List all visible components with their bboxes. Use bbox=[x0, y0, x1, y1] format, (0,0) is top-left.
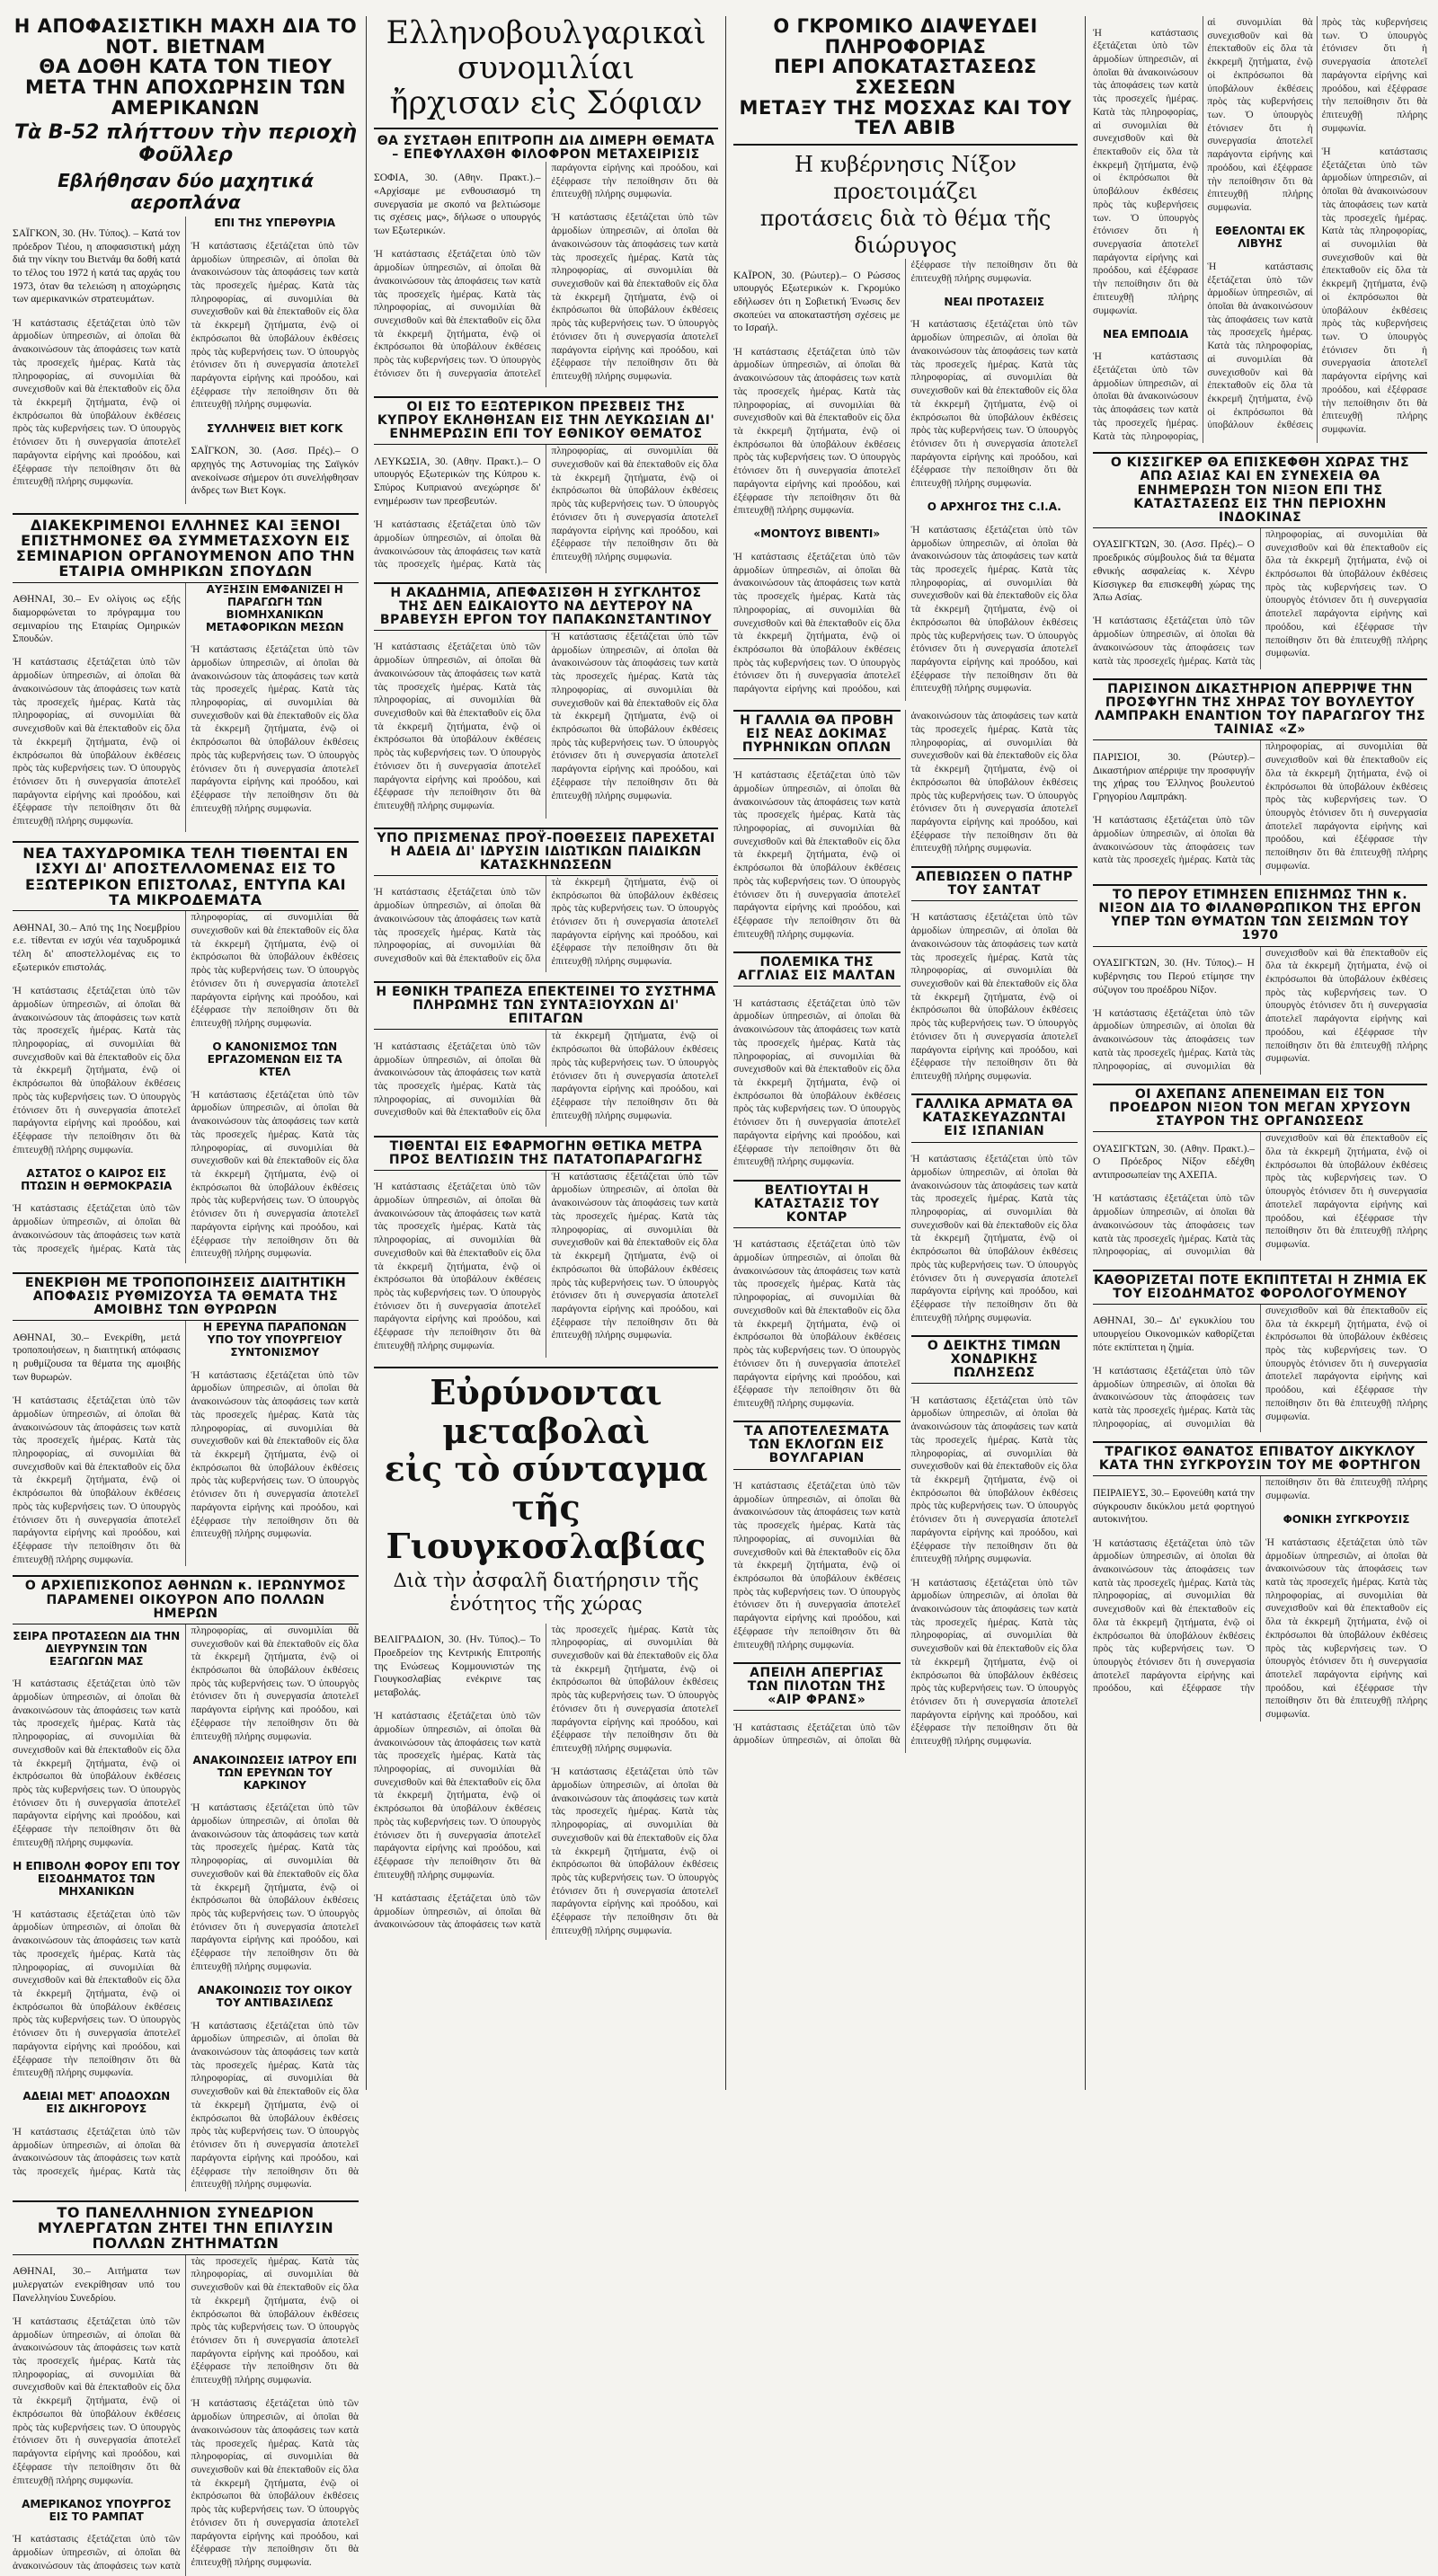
story-headline: Ο ΔΕΙΚΤΗΣ ΤΙΜΩΝ ΧΟΝΔΡΙΚΗΣ ΠΩΛΗΣΕΩΣ bbox=[911, 1335, 1078, 1384]
story-headline: ΤΑ ΑΠΟΤΕΛΕΣΜΑΤΑ ΤΩΝ ΕΚΛΟΓΩΝ ΕΙΣ ΒΟΥΛΓΑΡΙΑΝ bbox=[733, 1421, 901, 1469]
story-text: Ἡ κατάστασις ἐξετάζεται ὑπὸ τῶν ἁρμοδίων ὑπηρεσιῶν, αἱ ὁποῖαι θὰ ἀνακοινώσουν τὰς ἀποφάσεις των κατὰ τὰς προσεχεῖς ἡμέρας. Κατὰ τὰς πληροφορίας, αἱ συνομιλίαι θὰ συνεχισθοῦν καὶ θὰ ἐπεκταθοῦν εἰς ὅλα τὰ ἐκκρεμῆ ζητήματα, ἐνῷ οἱ ἐκπρόσωποι θὰ ὑποβάλουν ἐκθέσεις πρὸς τὰς κυβερνήσεις των. Ὁ ὑπουργὸς ἐτόνισεν ὅτι ἡ συνεργασία ἀποτελεῖ παράγοντα εἰρήνης καὶ προόδου, καὶ ἐξέφρασε τὴν πεποίθησιν ὅτι θὰ ἐπιτευχθῇ πλήρης συμφωνία. bbox=[1093, 1305, 1427, 1430]
story-text: Ἡ κατάστασις ἐξετάζεται ὑπὸ τῶν ἁρμοδίων ὑπηρεσιῶν, αἱ ὁποῖαι θὰ ἀνακοινώσουν τὰς ἀποφάσεις των κατὰ τὰς προσεχεῖς ἡμέρας. Κατὰ τὰς πληροφορίας, αἱ συνομιλίαι θὰ συνεχισθοῦν καὶ θὰ ἐπεκταθοῦν εἰς ὅλα τὰ ἐκκρεμῆ ζητήματα, ἐνῷ οἱ ἐκπρόσωποι θὰ ὑποβάλουν ἐκθέσεις πρὸς τὰς κυβερνήσεις των. Ὁ ὑπουργὸς ἐτόνισεν ὅτι ἡ συνεργασία ἀποτελεῖ παράγοντα εἰρήνης καὶ προόδου, καὶ ἐξέφρασε τὴν πεποίθησιν ὅτι θὰ ἐπιτευχθῇ πλήρης συμφωνία. bbox=[191, 1089, 359, 1260]
story-text: Ἡ κατάστασις ἐξετάζεται ὑπὸ τῶν ἁρμοδίων ὑπηρεσιῶν, αἱ ὁποῖαι θὰ ἀνακοινώσουν τὰς ἀποφάσεις των κατὰ τὰς προσεχεῖς ἡμέρας. Κατὰ τὰς πληροφορίας, αἱ συνομιλίαι θὰ συνεχισθοῦν καὶ θὰ ἐπεκταθοῦν εἰς ὅλα τὰ ἐκκρεμῆ ζητήματα, ἐνῷ οἱ ἐκπρόσωποι θὰ ὑποβάλουν ἐκθέσεις πρὸς τὰς κυβερνήσεις των. Ὁ ὑπουργὸς ἐτόνισεν ὅτι ἡ συνεργασία ἀποτελεῖ παράγοντα εἰρήνης καὶ προόδου, καὶ ἐξέφρασε τὴν πεποίθησιν ὅτι θὰ ἐπιτευχθῇ πλήρης συμφωνία. bbox=[1093, 1133, 1427, 1258]
story-dateline: ΑΘΗΝΑΙ, 30.– Ενεκρίθη, μετά τροποποιήσεων, η διαιτητική απόφασις η ρυθμίζουσα τα θέματα της αμοιβής των θυρωρών. bbox=[13, 1332, 181, 1383]
story-text: Ἡ κατάστασις ἐξετάζεται ὑπὸ τῶν ἁρμοδίων ὑπηρεσιῶν, αἱ ὁποῖαι θὰ ἀνακοινώσουν τὰς ἀποφάσεις των κατὰ τὰς προσεχεῖς ἡμέρας. Κατὰ τὰς πληροφορίας, αἱ συνομιλίαι θὰ συνεχισθοῦν καὶ θὰ ἐπεκταθοῦν εἰς ὅλα τὰ ἐκκρεμῆ ζητήματα, ἐνῷ οἱ ἐκπρόσωποι θὰ ὑποβάλουν ἐκθέσεις πρὸς τὰς κυβερνήσεις των. Ὁ ὑπουργὸς ἐτόνισεν ὅτι ἡ συνεργασία ἀποτελεῖ παράγοντα εἰρήνης καὶ προόδου, καὶ ἐξέφρασε τὴν πεποίθησιν ὅτι θὰ ἐπιτευχθῇ πλήρης συμφωνία. bbox=[13, 1678, 181, 1848]
story-subhead: ΑΥΞΗΣΙΝ ΕΜΦΑΝΙΖΕΙ Η ΠΑΡΑΓΩΓΗ ΤΩΝ ΒΙΟΜΗΧΑΝΙΚΩΝ ΜΕΤΑΦΟΡΙΚΩΝ ΜΕΣΩΝ bbox=[205, 582, 344, 633]
story-body bbox=[13, 1321, 359, 1566]
headline-line: Ο ΓΚΡΟΜΙΚΟ ΔΙΑΨΕΥΔΕΙ ΠΛΗΡΟΦΟΡΙΑΣ bbox=[773, 15, 1038, 58]
story-dateline: ΟΥΑΣΙΓΚΤΩΝ, 30. (Αθην. Πρακτ.).– Ο Πρόεδρος Νίξον εδέχθη αντιπροσωπείαν της ΑΧΕΠΑ. bbox=[1093, 1143, 1255, 1182]
story-headline: ΒΕΛΤΙΟΥΤΑΙ Η ΚΑΤΑΣΤΑΣΙΣ ΤΟΥ ΚΟΝΤΑΡ bbox=[733, 1180, 901, 1228]
story-headline: ΟΙ ΑΧΕΠΑΝΣ ΑΠΕΝΕΙΜΑΝ ΕΙΣ ΤΟΝ ΠΡΟΕΔΡΟΝ ΝΙΞΟΝ ΤΟΝ ΜΕΓΑΝ ΧΡΥΣΟΥΝ ΣΤΑΥΡΟΝ ΤΗΣ ΟΡΓΑΝΩΣΕΩΣ bbox=[1093, 1084, 1427, 1132]
story-subheadline: ΘΑ ΣΥΣΤΑΘΗ ΕΠΙΤΡΟΠΗ ΔΙΑ ΔΙΜΕΡΗ ΘΕΜΑΤΑ – ΕΠΕΦΥΛΑΧΘΗ ΦΙΛΟΦΡΟΝ ΜΕΤΑΧΕΙΡΙΣΙΣ bbox=[377, 133, 715, 162]
story-headline: ΥΠΟ ΠΡΙΣΜΕΝΑΣ ΠΡΟΫ-ΠΟΘΕΣΕΙΣ ΠΑΡΕΧΕΤΑΙ Η ΑΔΕΙΑ ΔΙ' ΙΔΡΥΣΙΝ ΙΔΙΩΤΙΚΩΝ ΠΑΙΔΙΚΩΝ ΚΑΤΑΣΚΗΝΩΣΕΩΝ bbox=[374, 828, 718, 876]
story-subhead: ΑΝΑΚΟΙΝΩΣΕΙΣ ΙΑΤΡΟΥ ΕΠΙ ΤΩΝ ΕΡΕΥΝΩΝ ΤΟΥ ΚΑΡΚΙΝΟΥ bbox=[192, 1753, 358, 1792]
story-headline: ΠΟΛΕΜΙΚΑ ΤΗΣ ΑΓΓΛΙΑΣ ΕΙΣ ΜΑΛΤΑΝ bbox=[733, 952, 901, 987]
story-headline: ΔΙΑΚΕΚΡΙΜΕΝΟΙ ΕΛΛΗΝΕΣ ΚΑΙ ΞΕΝΟΙ ΕΠΙΣΤΗΜΟΝΕΣ ΘΑ ΣΥΜΜΕΤΑΣΧΟΥΝ ΕΙΣ ΣΕΜΙΝΑΡΙΟΝ ΟΡΓΑΝΟΥΜΕΝΟΝ ΑΠΟ ΤΗΝ ΕΤΑΙΡΙΑ ΟΜΗΡΙΚΩΝ ΣΠΟΥΔΩΝ bbox=[13, 513, 359, 583]
story-text: Ἡ κατάστασις ἐξετάζεται ὑπὸ τῶν ἁρμοδίων ὑπηρεσιῶν, αἱ ὁποῖαι θὰ ἀνακοινώσουν τὰς ἀποφάσεις των κατὰ τὰς προσεχεῖς ἡμέρας. Κατὰ τὰς πληροφορίας, αἱ συνομιλίαι θὰ συνεχισθοῦν καὶ θὰ ἐπεκταθοῦν εἰς ὅλα τὰ ἐκκρεμῆ ζητήματα, ἐνῷ οἱ ἐκπρόσωποι θὰ ὑποβάλουν ἐκθέσεις πρὸς τὰς κυβερνήσεις των. Ὁ ὑπουργὸς ἐτόνισεν ὅτι ἡ συνεργασία ἀποτελεῖ παράγοντα εἰρήνης καὶ προόδου, καὶ ἐξέφρασε τὴν πεποίθησιν ὅτι θὰ ἐπιτευχθῇ πλήρης συμφωνία. bbox=[910, 1394, 1078, 1565]
story-subhead: ΝΕΑ ΕΜΠΟΔΙΑ bbox=[1103, 327, 1189, 341]
story-body bbox=[1093, 528, 1427, 669]
story-text: Ἡ κατάστασις ἐξετάζεται ὑπὸ τῶν ἁρμοδίων ὑπηρεσιῶν, αἱ ὁποῖαι θὰ ἀνακοινώσουν τὰς ἀποφάσεις των κατὰ τὰς προσεχεῖς ἡμέρας. Κατὰ τὰς πληροφορίας, αἱ συνομιλίαι θὰ συνεχισθοῦν καὶ θὰ ἐπεκταθοῦν εἰς ὅλα τὰ ἐκκρεμῆ ζητήματα, ἐνῷ οἱ ἐκπρόσωποι θὰ ὑποβάλουν ἐκθέσεις πρὸς τὰς κυβερνήσεις των. Ὁ ὑπουργὸς ἐτόνισεν ὅτι ἡ συνεργασία ἀποτελεῖ παράγοντα εἰρήνης καὶ προόδου, καὶ ἐξέφρασε τὴν πεποίθησιν ὅτι θὰ ἐπιτευχθῇ πλήρης συμφωνία. bbox=[733, 711, 1078, 1747]
story-text: Ἡ κατάστασις ἐξετάζεται ὑπὸ τῶν ἁρμοδίων ὑπηρεσιῶν, αἱ ὁποῖαι θὰ ἀνακοινώσουν τὰς ἀποφάσεις των κατὰ τὰς προσεχεῖς ἡμέρας. Κατὰ τὰς πληροφορίας, αἱ συνομιλίαι θὰ συνεχισθοῦν καὶ θὰ ἐπεκταθοῦν εἰς ὅλα τὰ ἐκκρεμῆ ζητήματα, ἐνῷ οἱ ἐκπρόσωποι θὰ ὑποβάλουν ἐκθέσεις πρὸς τὰς κυβερνήσεις των. Ὁ ὑπουργὸς ἐτόνισεν ὅτι ἡ συνεργασία ἀποτελεῖ παράγοντα εἰρήνης καὶ προόδου, καὶ ἐξέφρασε τὴν πεποίθησιν ὅτι θὰ ἐπιτευχθῇ πλήρης συμφωνία. bbox=[733, 997, 901, 1168]
story-body bbox=[374, 445, 718, 572]
story-dateline: ΑΘΗΝΑΙ, 30.– Αιτήματα των μυλεργατών ενεκρίθησαν υπό του Πανελληνίου Συνεδρίου. bbox=[13, 2266, 181, 2304]
column-4 bbox=[1093, 16, 1427, 2090]
story-subhead: Ο ΑΡΧΗΓΟΣ ΤΗΣ C.I.A. bbox=[927, 500, 1061, 514]
story-subhead: Ο ΚΑΝΟΝΙΣΜΟΣ ΤΩΝ ΕΡΓΑΖΟΜΕΝΩΝ ΕΙΣ ΤΑ ΚΤΕΛ bbox=[207, 1040, 342, 1079]
headline-line: Εὐρύνονται μεταβολαὶ bbox=[430, 1372, 662, 1451]
lead-headline bbox=[13, 16, 359, 118]
story-text: Ἡ κατάστασις ἐξετάζεται ὑπὸ τῶν ἁρμοδίων ὑπηρεσιῶν, αἱ ὁποῖαι θὰ ἀνακοινώσουν τὰς ἀποφάσεις των κατὰ τὰς προσεχεῖς ἡμέρας. Κατὰ τὰς πληροφορίας, αἱ συνομιλίαι θὰ συνεχισθοῦν καὶ θὰ ἐπεκταθοῦν εἰς ὅλα τὰ ἐκκρεμῆ ζητήματα, ἐνῷ οἱ ἐκπρόσωποι θὰ ὑποβάλουν ἐκθέσεις πρὸς τὰς κυβερνήσεις των. Ὁ ὑπουργὸς ἐτόνισεν ὅτι ἡ συνεργασία ἀποτελεῖ παράγοντα εἰρήνης καὶ προόδου, καὶ ἐξέφρασε τὴν πεποίθησιν ὅτι θὰ ἐπιτευχθῇ πλήρης συμφωνία. bbox=[13, 986, 181, 1155]
story-text: Ἡ κατάστασις ἐξετάζεται ὑπὸ τῶν ἁρμοδίων ὑπηρεσιῶν, αἱ ὁποῖαι θὰ ἀνακοινώσουν τὰς ἀποφάσεις των κατὰ τὰς προσεχεῖς ἡμέρας. Κατὰ τὰς πληροφορίας, αἱ συνομιλίαι θὰ συνεχισθοῦν καὶ θὰ ἐπεκταθοῦν εἰς ὅλα τὰ ἐκκρεμῆ ζητήματα, ἐνῷ οἱ ἐκπρόσωποι θὰ ὑποβάλουν ἐκθέσεις πρὸς τὰς κυβερνήσεις των. Ὁ ὑπουργὸς ἐτόνισεν ὅτι ἡ συνεργασία ἀποτελεῖ παράγοντα εἰρήνης καὶ προόδου, καὶ ἐξέφρασε τὴν πεποίθησιν ὅτι θὰ ἐπιτευχθῇ πλήρης συμφωνία. bbox=[191, 2398, 359, 2569]
story-body bbox=[1093, 947, 1427, 1075]
story-body bbox=[374, 1624, 718, 1941]
lead-subdeck: Εβλήθησαν δύο μαχητικά αεροπλάνα bbox=[58, 170, 314, 214]
story-body bbox=[13, 583, 359, 833]
story-text: Ἡ κατάστασις ἐξετάζεται ὑπὸ τῶν ἁρμοδίων ὑπηρεσιῶν, αἱ ὁποῖαι θὰ ἀνακοινώσουν τὰς ἀποφάσεις των κατὰ τὰς προσεχεῖς ἡμέρας. Κατὰ τὰς πληροφορίας, αἱ συνομιλίαι θὰ συνεχισθοῦν καὶ θὰ ἐπεκταθοῦν εἰς ὅλα τὰ ἐκκρεμῆ ζητήματα, ἐνῷ οἱ ἐκπρόσωποι θὰ ὑποβάλουν ἐκθέσεις πρὸς τὰς κυβερνήσεις των. Ὁ ὑπουργὸς ἐτόνισεν ὅτι ἡ συνεργασία ἀποτελεῖ παράγοντα εἰρήνης καὶ προόδου, καὶ ἐξέφρασε τὴν πεποίθησιν ὅτι θὰ ἐπιτευχθῇ πλήρης συμφωνία. bbox=[374, 1624, 718, 1931]
story-headline: Η ΕΘΝΙΚΗ ΤΡΑΠΕΖΑ ΕΠΕΚΤΕΙΝΕΙ ΤΟ ΣΥΣΤΗΜΑ ΠΛΗΡΩΜΗΣ ΤΩΝ ΣΥΝΤΑΞΙΟΥΧΩΝ ΔΙ' ΕΠΙΤΑΓΩΝ bbox=[374, 981, 718, 1030]
story-text: Ἡ κατάστασις ἐξετάζεται ὑπὸ τῶν ἁρμοδίων ὑπηρεσιῶν, αἱ ὁποῖαι θὰ ἀνακοινώσουν τὰς ἀποφάσεις των κατὰ τὰς προσεχεῖς ἡμέρας. Κατὰ τὰς πληροφορίας, αἱ συνομιλίαι θὰ συνεχισθοῦν καὶ θὰ ἐπεκταθοῦν εἰς ὅλα τὰ ἐκκρεμῆ ζητήματα, ἐνῷ οἱ ἐκπρόσωποι θὰ ὑποβάλουν ἐκθέσεις πρὸς τὰς κυβερνήσεις των. Ὁ ὑπουργὸς ἐτόνισεν ὅτι ἡ συνεργασία ἀποτελεῖ παράγοντα εἰρήνης καὶ προόδου, καὶ ἐξέφρασε τὴν πεποίθησιν ὅτι θὰ ἐπιτευχθῇ πλήρης συμφωνία. bbox=[374, 446, 718, 571]
story-body bbox=[374, 1030, 718, 1126]
story-headline: ΑΠΕΙΛΗ ΑΠΕΡΓΙΑΣ ΤΩΝ ΠΙΛΟΤΩΝ ΤΗΣ «ΑΙΡ ΦΡΑΝΣ» bbox=[733, 1662, 901, 1711]
story-text: Ἡ κατάστασις ἐξετάζεται ὑπὸ τῶν ἁρμοδίων ὑπηρεσιῶν, αἱ ὁποῖαι θὰ ἀνακοινώσουν τὰς ἀποφάσεις των κατὰ τὰς προσεχεῖς ἡμέρας. Κατὰ τὰς πληροφορίας, αἱ συνομιλίαι θὰ συνεχισθοῦν καὶ θὰ ἐπεκταθοῦν εἰς ὅλα τὰ ἐκκρεμῆ ζητήματα, ἐνῷ οἱ ἐκπρόσωποι θὰ ὑποβάλουν ἐκθέσεις πρὸς τὰς κυβερνήσεις των. Ὁ ὑπουργὸς ἐτόνισεν ὅτι ἡ συνεργασία ἀποτελεῖ παράγοντα εἰρήνης καὶ προόδου, καὶ ἐξέφρασε τὴν πεποίθησιν ὅτι θὰ ἐπιτευχθῇ πλήρης συμφωνία. bbox=[1093, 528, 1427, 667]
story-text: Ἡ κατάστασις ἐξετάζεται ὑπὸ τῶν ἁρμοδίων ὑπηρεσιῶν, αἱ ὁποῖαι θὰ ἀνακοινώσουν τὰς ἀποφάσεις των κατὰ τὰς προσεχεῖς ἡμέρας. Κατὰ τὰς πληροφορίας, αἱ συνομιλίαι θὰ συνεχισθοῦν καὶ θὰ ἐπεκταθοῦν εἰς ὅλα τὰ ἐκκρεμῆ ζητήματα, ἐνῷ οἱ ἐκπρόσωποι θὰ ὑποβάλουν ἐκθέσεις πρὸς τὰς κυβερνήσεις των. Ὁ ὑπουργὸς ἐτόνισεν ὅτι ἡ συνεργασία ἀποτελεῖ παράγοντα εἰρήνης καὶ προόδου, καὶ ἐξέφρασε τὴν πεποίθησιν ὅτι θὰ ἐπιτευχθῇ πλήρης συμφωνία. bbox=[13, 1908, 181, 2079]
story-text: Ἡ κατάστασις ἐξετάζεται ὑπὸ τῶν ἁρμοδίων ὑπηρεσιῶν, αἱ ὁποῖαι θὰ ἀνακοινώσουν τὰς ἀποφάσεις των κατὰ τὰς προσεχεῖς ἡμέρας. Κατὰ τὰς πληροφορίας, αἱ συνομιλίαι θὰ συνεχισθοῦν καὶ θὰ ἐπεκταθοῦν εἰς ὅλα τὰ ἐκκρεμῆ ζητήματα, ἐνῷ οἱ ἐκπρόσωποι θὰ ὑποβάλουν ἐκθέσεις πρὸς τὰς κυβερνήσεις των. Ὁ ὑπουργὸς ἐτόνισεν ὅτι ἡ συνεργασία ἀποτελεῖ παράγοντα εἰρήνης καὶ προόδου, καὶ ἐξέφρασε τὴν πεποίθησιν ὅτι θὰ ἐπιτευχθῇ πλήρης συμφωνία. bbox=[374, 162, 718, 379]
story-text: Ἡ κατάστασις ἐξετάζεται ὑπὸ τῶν ἁρμοδίων ὑπηρεσιῶν, αἱ ὁποῖαι θὰ ἀνακοινώσουν τὰς ἀποφάσεις των κατὰ τὰς προσεχεῖς ἡμέρας. Κατὰ τὰς πληροφορίας, αἱ συνομιλίαι θὰ συνεχισθοῦν καὶ θὰ ἐπεκταθοῦν εἰς ὅλα τὰ ἐκκρεμῆ ζητήματα, ἐνῷ οἱ ἐκπρόσωποι θὰ ὑποβάλουν ἐκθέσεις πρὸς τὰς κυβερνήσεις των. Ὁ ὑπουργὸς ἐτόνισεν ὅτι ἡ συνεργασία ἀποτελεῖ παράγοντα εἰρήνης καὶ προόδου, καὶ ἐξέφρασε τὴν πεποίθησιν ὅτι θὰ ἐπιτευχθῇ πλήρης συμφωνία. bbox=[1093, 1477, 1427, 1695]
headline-line: τῆς Γιουγκοσλαβίας bbox=[386, 1486, 706, 1566]
story-body bbox=[13, 2255, 359, 2576]
lead-deck: Τὰ Β-52 πλήττουν τὴν περιοχὴ Φοῦλλερ bbox=[14, 121, 357, 167]
story-text: Ἡ κατάστασις ἐξετάζεται ὑπὸ τῶν ἁρμοδίων ὑπηρεσιῶν, αἱ ὁποῖαι θὰ ἀνακοινώσουν τὰς ἀποφάσεις των κατὰ τὰς προσεχεῖς ἡμέρας. Κατὰ τὰς πληροφορίας, αἱ συνομιλίαι θὰ συνεχισθοῦν καὶ θὰ ἐπεκταθοῦν εἰς ὅλα τὰ ἐκκρεμῆ ζητήματα, ἐνῷ οἱ ἐκπρόσωποι θὰ ὑποβάλουν ἐκθέσεις πρὸς τὰς κυβερνήσεις των. Ὁ ὑπουργὸς ἐτόνισεν ὅτι ἡ συνεργασία ἀποτελεῖ παράγοντα εἰρήνης καὶ προόδου, καὶ ἐξέφρασε τὴν πεποίθησιν ὅτι θὰ ἐπιτευχθῇ πλήρης συμφωνία. bbox=[551, 631, 718, 801]
story-headline: Η ΑΚΑΔΗΜΙΑ, ΑΠΕΦΑΣΙΣΘΗ Η ΣΥΓΚΛΗΤΟΣ ΤΗΣ ΔΕΝ ΕΔΙΚΑΙΟΥΤΟ ΝΑ ΔΕΥΤΕΡΟΥ ΝΑ ΒΡΑΒΕΥΣΗ ΕΡΓΟΝ ΤΟΥ ΠΑΠΑΚΩΝΣΤΑΝΤΙΝΟΥ bbox=[374, 582, 718, 631]
story-subhead: «ΜΟΝΤΟΥΣ ΒΙΒΕΝΤΙ» bbox=[753, 527, 881, 541]
story-dateline: ΑΘΗΝΑΙ, 30.– Από της 1ης Νοεμβρίου ε.ε. τίθενται εν ισχύι νέα ταχυδρομικά τέλη δι' αποστελλομένας εις το εξωτερικόν επιστολάς. bbox=[13, 922, 181, 973]
story-text: Ἡ κατάστασις ἐξετάζεται ὑπὸ τῶν ἁρμοδίων ὑπηρεσιῶν, αἱ ὁποῖαι θὰ ἀνακοινώσουν τὰς ἀποφάσεις των κατὰ τὰς προσεχεῖς ἡμέρας. Κατὰ τὰς πληροφορίας, αἱ συνομιλίαι θὰ συνεχισθοῦν καὶ θὰ ἐπεκταθοῦν εἰς ὅλα τὰ ἐκκρεμῆ ζητήματα, ἐνῷ οἱ ἐκπρόσωποι θὰ ὑποβάλουν ἐκθέσεις πρὸς τὰς κυβερνήσεις των. Ὁ ὑπουργὸς ἐτόνισεν ὅτι ἡ συνεργασία ἀποτελεῖ παράγοντα εἰρήνης καὶ προόδου, καὶ ἐξέφρασε τὴν πεποίθησιν ὅτι θὰ ἐπιτευχθῇ πλήρης συμφωνία. bbox=[733, 260, 1078, 695]
story-headline: ΤΟ ΠΕΡΟΥ ΕΤΙΜΗΣΕΝ ΕΠΙΣΗΜΩΣ ΤΗΝ κ. ΝΙΞΟΝ ΔΙΑ ΤΟ ΦΙΛΑΝΘΡΩΠΙΚΟΝ ΤΗΣ ΕΡΓΟΝ ΥΠΕΡ ΤΩΝ ΘΥΜΑΤΩΝ ΤΩΝ ΣΕΙΣΜΩΝ ΤΟΥ 1970 bbox=[1093, 884, 1427, 946]
story-text: Ἡ κατάστασις ἐξετάζεται ὑπὸ τῶν ἁρμοδίων ὑπηρεσιῶν, αἱ ὁποῖαι θὰ ἀνακοινώσουν τὰς ἀποφάσεις των κατὰ τὰς προσεχεῖς ἡμέρας. Κατὰ τὰς πληροφορίας, αἱ συνομιλίαι θὰ συνεχισθοῦν καὶ θὰ ἐπεκταθοῦν εἰς ὅλα τὰ ἐκκρεμῆ ζητήματα, ἐνῷ οἱ ἐκπρόσωποι θὰ ὑποβάλουν ἐκθέσεις πρὸς τὰς κυβερνήσεις των. Ὁ ὑπουργὸς ἐτόνισεν ὅτι ἡ συνεργασία ἀποτελεῖ παράγοντα εἰρήνης καὶ προόδου, καὶ ἐξέφρασε τὴν πεποίθησιν ὅτι θὰ ἐπιτευχθῇ πλήρης συμφωνία. bbox=[13, 2255, 359, 2572]
deck-line: προτάσεις διὰ τὸ θέμα τῆς διώρυγος bbox=[759, 206, 1052, 259]
lead-body-2: Ἡ κατάστασις ἐξετάζεται ὑπὸ τῶν ἁρμοδίων ὑπηρεσιῶν, αἱ ὁποῖαι θὰ ἀνακοινώσουν τὰς ἀποφάσεις των κατὰ τὰς προσεχεῖς ἡμέρας. Κατὰ τὰς πληροφορίας, αἱ συνομιλίαι θὰ συνεχισθοῦν καὶ θὰ ἐπεκταθοῦν εἰς ὅλα τὰ ἐκκρεμῆ ζητήματα, ἐνῷ οἱ ἐκπρόσωποι θὰ ὑποβάλουν ἐκθέσεις πρὸς τὰς κυβερνήσεις των. Ὁ ὑπουργὸς ἐτόνισεν ὅτι ἡ συνεργασία ἀποτελεῖ παράγοντα εἰρήνης καὶ προόδου, καὶ ἐξέφρασε τὴν πεποίθησιν ὅτι θὰ ἐπιτευχθῇ πλήρης συμφωνία. bbox=[191, 240, 359, 411]
story-headline: Η ΓΑΛΛΙΑ ΘΑ ΠΡΟΒΗ ΕΙΣ ΝΕΑΣ ΔΟΚΙΜΑΣ ΠΥΡΗΝΙΚΩΝ ΟΠΛΩΝ bbox=[733, 710, 901, 758]
story-subhead: ΑΜΕΡΙΚΑΝΟΣ ΥΠΟΥΡΓΟΣ ΕΙΣ ΤΟ ΡΑΜΠΑΤ bbox=[22, 2497, 172, 2523]
story-subhead: Η ΕΡΕΥΝΑ ΠΑΡΑΠΟΝΩΝ ΥΠΟ ΤΟΥ ΥΠΟΥΡΓΕΙΟΥ ΣΥΝΤΟΝΙΣΜΟΥ bbox=[202, 1321, 347, 1359]
story-headline: ΕΝΕΚΡΙΘΗ ΜΕ ΤΡΟΠΟΠΟΙΗΣΕΙΣ ΔΙΑΙΤΗΤΙΚΗ ΑΠΟΦΑΣΙΣ ΡΥΘΜΙΖΟΥΣΑ ΤΑ ΘΕΜΑΤΑ ΤΗΣ ΑΜΟΙΒΗΣ ΤΩΝ ΘΥΡΩΡΩΝ bbox=[13, 1272, 359, 1321]
story-text: Ἡ κατάστασις ἐξετάζεται ὑπὸ τῶν ἁρμοδίων ὑπηρεσιῶν, αἱ ὁποῖαι θὰ ἀνακοινώσουν τὰς ἀποφάσεις των κατὰ τὰς προσεχεῖς ἡμέρας. Κατὰ τὰς πληροφορίας, αἱ συνομιλίαι θὰ συνεχισθοῦν καὶ θὰ ἐπεκταθοῦν εἰς ὅλα τὰ ἐκκρεμῆ ζητήματα, ἐνῷ οἱ ἐκπρόσωποι θὰ ὑποβάλουν ἐκθέσεις πρὸς τὰς κυβερνήσεις των. Ὁ ὑπουργὸς ἐτόνισεν ὅτι ἡ συνεργασία ἀποτελεῖ παράγοντα εἰρήνης καὶ προόδου, καὶ ἐξέφρασε τὴν πεποίθησιν ὅτι θὰ ἐπιτευχθῇ πλήρης συμφωνία. bbox=[374, 1031, 718, 1121]
story-text: Ἡ κατάστασις ἐξετάζεται ὑπὸ τῶν ἁρμοδίων ὑπηρεσιῶν, αἱ ὁποῖαι θὰ ἀνακοινώσουν τὰς ἀποφάσεις των κατὰ τὰς προσεχεῖς ἡμέρας. Κατὰ τὰς πληροφορίας, αἱ συνομιλίαι θὰ συνεχισθοῦν καὶ θὰ ἐπεκταθοῦν εἰς ὅλα τὰ ἐκκρεμῆ ζητήματα, ἐνῷ οἱ ἐκπρόσωποι θὰ ὑποβάλουν ἐκθέσεις πρὸς τὰς κυβερνήσεις των. Ὁ ὑπουργὸς ἐτόνισεν ὅτι ἡ συνεργασία ἀποτελεῖ παράγοντα εἰρήνης καὶ προόδου, καὶ ἐξέφρασε τὴν πεποίθησιν ὅτι θὰ ἐπιτευχθῇ πλήρης συμφωνία. bbox=[551, 212, 718, 383]
divider bbox=[733, 144, 1078, 146]
greek-bulgarian-headline bbox=[374, 16, 718, 122]
story-text: Ἡ κατάστασις ἐξετάζεται ὑπὸ τῶν ἁρμοδίων ὑπηρεσιῶν, αἱ ὁποῖαι θὰ ἀνακοινώσουν τὰς ἀποφάσεις των κατὰ τὰς προσεχεῖς ἡμέρας. Κατὰ τὰς πληροφορίας, αἱ συνομιλίαι θὰ συνεχισθοῦν καὶ θὰ ἐπεκταθοῦν εἰς ὅλα τὰ ἐκκρεμῆ ζητήματα, ἐνῷ οἱ ἐκπρόσωποι θὰ ὑποβάλουν ἐκθέσεις πρὸς τὰς κυβερνήσεις των. Ὁ ὑπουργὸς ἐτόνισεν ὅτι ἡ συνεργασία ἀποτελεῖ παράγοντα εἰρήνης καὶ προόδου, καὶ ἐξέφρασε τὴν πεποίθησιν ὅτι θὰ ἐπιτευχθῇ πλήρης συμφωνία. bbox=[13, 2315, 181, 2486]
story-subhead: ΕΘΕΛΟΝΤΑΙ ΕΚ ΛΙΒΥΗΣ bbox=[1215, 225, 1305, 251]
story-text: Ἡ κατάστασις ἐξετάζεται ὑπὸ τῶν ἁρμοδίων ὑπηρεσιῶν, αἱ ὁποῖαι θὰ ἀνακοινώσουν τὰς ἀποφάσεις των κατὰ τὰς προσεχεῖς ἡμέρας. Κατὰ τὰς πληροφορίας, αἱ συνομιλίαι θὰ συνεχισθοῦν καὶ θὰ ἐπεκταθοῦν εἰς ὅλα τὰ ἐκκρεμῆ ζητήματα, ἐνῷ οἱ ἐκπρόσωποι θὰ ὑποβάλουν ἐκθέσεις πρὸς τὰς κυβερνήσεις των. Ὁ ὑπουργὸς ἐτόνισεν ὅτι ἡ συνεργασία ἀποτελεῖ παράγοντα εἰρήνης καὶ προόδου, καὶ ἐξέφρασε τὴν πεποίθησιν ὅτι θὰ ἐπιτευχθῇ πλήρης συμφωνία. bbox=[733, 1481, 901, 1651]
story-text: Ἡ κατάστασις ἐξετάζεται ὑπὸ τῶν ἁρμοδίων ὑπηρεσιῶν, αἱ ὁποῖαι θὰ ἀνακοινώσουν τὰς ἀποφάσεις των κατὰ τὰς προσεχεῖς ἡμέρας. Κατὰ τὰς πληροφορίας, αἱ συνομιλίαι θὰ συνεχισθοῦν καὶ θὰ ἐπεκταθοῦν εἰς ὅλα τὰ ἐκκρεμῆ ζητήματα, ἐνῷ οἱ ἐκπρόσωποι θὰ ὑποβάλουν ἐκθέσεις πρὸς τὰς κυβερνήσεις των. Ὁ ὑπουργὸς ἐτόνισεν ὅτι ἡ συνεργασία ἀποτελεῖ παράγοντα εἰρήνης καὶ προόδου, καὶ ἐξέφρασε τὴν πεποίθησιν ὅτι θὰ ἐπιτευχθῇ πλήρης συμφωνία. bbox=[1265, 1536, 1427, 1721]
story-text: Ἡ κατάστασις ἐξετάζεται ὑπὸ τῶν ἁρμοδίων ὑπηρεσιῶν, αἱ ὁποῖαι θὰ ἀνακοινώσουν τὰς ἀποφάσεις των κατὰ τὰς προσεχεῖς ἡμέρας. Κατὰ τὰς πληροφορίας, αἱ συνομιλίαι θὰ συνεχισθοῦν καὶ θὰ ἐπεκταθοῦν εἰς ὅλα τὰ ἐκκρεμῆ ζητήματα, ἐνῷ οἱ ἐκπρόσωποι θὰ ὑποβάλουν ἐκθέσεις πρὸς τὰς κυβερνήσεις των. Ὁ ὑπουργὸς ἐτόνισεν ὅτι ἡ συνεργασία ἀποτελεῖ παράγοντα εἰρήνης καὶ προόδου, καὶ ἐξέφρασε τὴν πεποίθησιν ὅτι θὰ ἐπιτευχθῇ πλήρης συμφωνία. bbox=[910, 1154, 1078, 1323]
story-subhead: ΑΔΕΙΑΙ ΜΕΤ' ΑΠΟΔΟΧΩΝ ΕΙΣ ΔΙΚΗΓΟΡΟΥΣ bbox=[22, 2090, 171, 2116]
story-subhead: ΑΣΤΑΤΟΣ Ο ΚΑΙΡΟΣ ΕΙΣ ΠΤΩΣΙΝ Η ΘΕΡΜΟΚΡΑΣΙΑ bbox=[21, 1166, 173, 1192]
story-headline: ΚΑΘΟΡΙΖΕΤΑΙ ΠΟΤΕ ΕΚΠΙΠΤΕΤΑΙ Η ΖΗΜΙΑ ΕΚ ΤΟΥ ΕΙΣΟΔΗΜΑΤΟΣ ΦΟΡΟΛΟΓΟΥΜΕΝΟΥ bbox=[1093, 1270, 1427, 1305]
story-text: Ἡ κατάστασις ἐξετάζεται ὑπὸ τῶν ἁρμοδίων ὑπηρεσιῶν, αἱ ὁποῖαι θὰ ἀνακοινώσουν τὰς ἀποφάσεις των κατὰ τὰς προσεχεῖς ἡμέρας. Κατὰ τὰς πληροφορίας, αἱ συνομιλίαι θὰ συνεχισθοῦν καὶ θὰ ἐπεκταθοῦν εἰς ὅλα τὰ ἐκκρεμῆ ζητήματα, ἐνῷ οἱ ἐκπρόσωποι θὰ ὑποβάλουν ἐκθέσεις πρὸς τὰς κυβερνήσεις των. Ὁ ὑπουργὸς ἐτόνισεν ὅτι ἡ συνεργασία ἀποτελεῖ παράγοντα εἰρήνης καὶ προόδου, καὶ ἐξέφρασε τὴν πεποίθησιν ὅτι θὰ ἐπιτευχθῇ πλήρης συμφωνία. bbox=[191, 2020, 359, 2191]
column-1 bbox=[13, 15, 359, 2572]
lead-headline-line: ΜΕΤΑ ΤΗΝ ΑΠΟΧΩΡΗΣΙΝ ΤΩΝ ΑΜΕΡΙΚΑΝΩΝ bbox=[25, 76, 346, 119]
col1-mid-dateline-1: ΣΑΪΓΚΟΝ, 30. (Ασσ. Πρές).– Ο αρχηγός της Αστυνομίας της Σαϊγκόν ανεκοίνωσε σήμερον ότι συνελήφθησαν άνδρες των Βιετ Κογκ. bbox=[191, 446, 359, 497]
story-headline: ΓΑΛΛΙΚΑ ΑΡΜΑΤΑ ΘΑ ΚΑΤΑΣΚΕΥΑΖΩΝΤΑΙ ΕΙΣ ΙΣΠΑΝΙΑΝ bbox=[911, 1093, 1078, 1142]
headline-line: Ελληνοβουλγαρικαὶ bbox=[386, 15, 706, 51]
story-text: Ἡ κατάστασις ἐξετάζεται ὑπὸ τῶν ἁρμοδίων ὑπηρεσιῶν, αἱ ὁποῖαι θὰ ἀνακοινώσουν τὰς ἀποφάσεις των κατὰ τὰς προσεχεῖς ἡμέρας. Κατὰ τὰς πληροφορίας, αἱ συνομιλίαι θὰ συνεχισθοῦν καὶ θὰ ἐπεκταθοῦν εἰς ὅλα τὰ ἐκκρεμῆ ζητήματα, ἐνῷ οἱ ἐκπρόσωποι θὰ ὑποβάλουν ἐκθέσεις πρὸς τὰς κυβερνήσεις των. Ὁ ὑπουργὸς ἐτόνισεν ὅτι ἡ συνεργασία ἀποτελεῖ παράγοντα εἰρήνης καὶ προόδου, καὶ ἐξέφρασε τὴν πεποίθησιν ὅτι θὰ ἐπιτευχθῇ πλήρης συμφωνία. bbox=[1093, 27, 1199, 316]
story-dateline: ΟΥΑΣΙΓΚΤΩΝ, 30. (Ην. Τύπος).– Η κυβέρνησις του Περού ετίμησε την σύζυγον του προέδρου Νίξον. bbox=[1093, 958, 1255, 996]
story-text: Ἡ κατάστασις ἐξετάζεται ὑπὸ τῶν ἁρμοδίων ὑπηρεσιῶν, αἱ ὁποῖαι θὰ ἀνακοινώσουν τὰς ἀποφάσεις των κατὰ τὰς προσεχεῖς ἡμέρας. Κατὰ τὰς πληροφορίας, αἱ συνομιλίαι θὰ συνεχισθοῦν καὶ θὰ ἐπεκταθοῦν εἰς ὅλα τὰ ἐκκρεμῆ ζητήματα, ἐνῷ οἱ ἐκπρόσωποι θὰ ὑποβάλουν ἐκθέσεις πρὸς τὰς κυβερνήσεις των. Ὁ ὑπουργὸς ἐτόνισεν ὅτι ἡ συνεργασία ἀποτελεῖ παράγοντα εἰρήνης καὶ προόδου, καὶ ἐξέφρασε τὴν πεποίθησιν ὅτι θὰ ἐπιτευχθῇ πλήρης συμφωνία. bbox=[733, 346, 901, 517]
story-headline: ΤΡΑΓΙΚΟΣ ΘΑΝΑΤΟΣ ΕΠΙΒΑΤΟΥ ΔΙΚΥΚΛΟΥ ΚΑΤΑ ΤΗΝ ΣΥΓΚΡΟΥΣΙΝ ΤΟΥ ΜΕ ΦΟΡΤΗΓΟΝ bbox=[1093, 1441, 1427, 1476]
story-text: Ἡ κατάστασις ἐξετάζεται ὑπὸ τῶν ἁρμοδίων ὑπηρεσιῶν, αἱ ὁποῖαι θὰ ἀνακοινώσουν τὰς ἀποφάσεις των κατὰ τὰς προσεχεῖς ἡμέρας. Κατὰ τὰς πληροφορίας, αἱ συνομιλίαι θὰ συνεχισθοῦν καὶ θὰ ἐπεκταθοῦν εἰς ὅλα τὰ ἐκκρεμῆ ζητήματα, ἐνῷ οἱ ἐκπρόσωποι θὰ ὑποβάλουν ἐκθέσεις πρὸς τὰς κυβερνήσεις των. Ὁ ὑπουργὸς ἐτόνισεν ὅτι ἡ συνεργασία ἀποτελεῖ παράγοντα εἰρήνης καὶ προόδου, καὶ ἐξέφρασε τὴν πεποίθησιν ὅτι θὰ ἐπιτευχθῇ πλήρης συμφωνία. bbox=[910, 1577, 1078, 1748]
lead-headline-line: ΘΑ ΔΟΘΗ ΚΑΤΑ ΤΟΝ ΤΙΕΟΥ bbox=[39, 56, 333, 78]
story-body bbox=[1093, 1476, 1427, 1722]
column-rule bbox=[366, 16, 367, 2090]
story-text: Ἡ κατάστασις ἐξετάζεται ὑπὸ τῶν ἁρμοδίων ὑπηρεσιῶν, αἱ ὁποῖαι θὰ ἀνακοινώσουν τὰς ἀποφάσεις των κατὰ τὰς προσεχεῖς ἡμέρας. Κατὰ τὰς πληροφορίας, αἱ συνομιλίαι θὰ συνεχισθοῦν καὶ θὰ ἐπεκταθοῦν εἰς ὅλα τὰ ἐκκρεμῆ ζητήματα, ἐνῷ οἱ ἐκπρόσωποι θὰ ὑποβάλουν ἐκθέσεις πρὸς τὰς κυβερνήσεις των. Ὁ ὑπουργὸς ἐτόνισεν ὅτι ἡ συνεργασία ἀποτελεῖ παράγοντα εἰρήνης καὶ προόδου, καὶ ἐξέφρασε τὴν πεποίθησιν ὅτι θὰ ἐπιτευχθῇ πλήρης συμφωνία. bbox=[1321, 146, 1427, 436]
story-text: Ἡ κατάστασις ἐξετάζεται ὑπὸ τῶν ἁρμοδίων ὑπηρεσιῶν, αἱ ὁποῖαι θὰ ἀνακοινώσουν τὰς ἀποφάσεις των κατὰ τὰς προσεχεῖς ἡμέρας. Κατὰ τὰς πληροφορίας, αἱ συνομιλίαι θὰ συνεχισθοῦν καὶ θὰ ἐπεκταθοῦν εἰς ὅλα τὰ ἐκκρεμῆ ζητήματα, ἐνῷ οἱ ἐκπρόσωποι θὰ ὑποβάλουν ἐκθέσεις πρὸς τὰς κυβερνήσεις των. Ὁ ὑπουργὸς ἐτόνισεν ὅτι ἡ συνεργασία ἀποτελεῖ παράγοντα εἰρήνης καὶ προόδου, καὶ ἐξέφρασε τὴν πεποίθησιν ὅτι θὰ ἐπιτευχθῇ πλήρης συμφωνία. bbox=[1207, 17, 1427, 431]
story-text: Ἡ κατάστασις ἐξετάζεται ὑπὸ τῶν ἁρμοδίων ὑπηρεσιῶν, αἱ ὁποῖαι θὰ ἀνακοινώσουν τὰς ἀποφάσεις των κατὰ τὰς προσεχεῖς ἡμέρας. Κατὰ τὰς πληροφορίας, αἱ συνομιλίαι θὰ συνεχισθοῦν καὶ θὰ ἐπεκταθοῦν εἰς ὅλα τὰ ἐκκρεμῆ ζητήματα, ἐνῷ οἱ ἐκπρόσωποι θὰ ὑποβάλουν ἐκθέσεις πρὸς τὰς κυβερνήσεις των. Ὁ ὑπουργὸς ἐτόνισεν ὅτι ἡ συνεργασία ἀποτελεῖ παράγοντα εἰρήνης καὶ προόδου, καὶ ἐξέφρασε τὴν πεποίθησιν ὅτι θὰ ἐπιτευχθῇ πλήρης συμφωνία. bbox=[1093, 741, 1427, 872]
story-headline: ΑΠΕΒΙΩΣΕΝ Ο ΠΑΤΗΡ ΤΟΥ ΣΑΝΤΑΤ bbox=[911, 866, 1078, 901]
story-text: Ἡ κατάστασις ἐξετάζεται ὑπὸ τῶν ἁρμοδίων ὑπηρεσιῶν, αἱ ὁποῖαι θὰ ἀνακοινώσουν τὰς ἀποφάσεις των κατὰ τὰς προσεχεῖς ἡμέρας. Κατὰ τὰς πληροφορίας, αἱ συνομιλίαι θὰ συνεχισθοῦν καὶ θὰ ἐπεκταθοῦν εἰς ὅλα τὰ ἐκκρεμῆ ζητήματα, ἐνῷ οἱ ἐκπρόσωποι θὰ ὑποβάλουν ἐκθέσεις πρὸς τὰς κυβερνήσεις των. Ὁ ὑπουργὸς ἐτόνισεν ὅτι ἡ συνεργασία ἀποτελεῖ παράγοντα εἰρήνης καὶ προόδου, καὶ ἐξέφρασε τὴν πεποίθησιν ὅτι θὰ ἐπιτευχθῇ πλήρης συμφωνία. bbox=[1093, 947, 1427, 1072]
story-body bbox=[374, 162, 718, 387]
story-dateline: ΒΕΛΙΓΡΑΔΙΟΝ, 30. (Ην. Τύπος).– Το Προεδρείον της Κεντρικής Επιτροπής της Ενώσεως Κομμουνιστών της Γιουγκοσλαβίας ενέκρινε τας μεταβολάς. bbox=[374, 1634, 541, 1698]
divider bbox=[374, 1367, 718, 1368]
headline-line: ΜΕΤΑΞΥ ΤΗΣ ΜΟΣΧΑΣ ΚΑΙ ΤΟΥ ΤΕΛ ΑΒΙΒ bbox=[739, 96, 1072, 139]
story-subhead: ΑΝΑΚΟΙΝΩΣΙΣ ΤΟΥ ΟΙΚΟΥ ΤΟΥ ΑΝΤΙΒΑΣΙΛΕΩΣ bbox=[197, 1984, 352, 2010]
headline-line: εἰς τὸ σύνταγμα bbox=[384, 1448, 708, 1490]
divider bbox=[374, 128, 718, 129]
story-dateline: ΠΕΙΡΑΙΕΥΣ, 30.– Εφονεύθη κατά την σύγκρουσιν δικύκλου μετά φορτηγού αυτοκινήτου. bbox=[1093, 1487, 1255, 1526]
column-2 bbox=[374, 16, 718, 2090]
story-body bbox=[374, 1171, 718, 1359]
story-body bbox=[1093, 1305, 1427, 1432]
story-headline: Ο ΑΡΧΙΕΠΙΣΚΟΠΟΣ ΑΘΗΝΩΝ κ. ΙΕΡΩΝΥΜΟΣ ΠΑΡΑΜΕΝΕΙ ΟΙΚΟΥΡΟΝ ΑΠΟ ΠΟΛΛΩΝ ΗΜΕΡΩΝ bbox=[13, 1575, 359, 1624]
story-headline: ΝΕΑ ΤΑΧΥΔΡΟΜΙΚΑ ΤΕΛΗ ΤΙΘΕΝΤΑΙ ΕΝ ΙΣΧΥΙ ΔΙ' ΑΠΟΣΤΕΛΛΟΜΕΝΑΣ ΕΙΣ ΤΟ ΕΞΩΤΕΡΙΚΟΝ ΕΠΙΣΤΟΛΑΣ, ΕΝΤΥΠΑ ΚΑΙ ΤΑ ΜΙΚΡΟΔΕΜΑΤΑ bbox=[13, 841, 359, 911]
story-text: Ἡ κατάστασις ἐξετάζεται ὑπὸ τῶν ἁρμοδίων ὑπηρεσιῶν, αἱ ὁποῖαι θὰ ἀνακοινώσουν τὰς ἀποφάσεις των κατὰ τὰς προσεχεῖς ἡμέρας. Κατὰ τὰς πληροφορίας, αἱ συνομιλίαι θὰ συνεχισθοῦν καὶ θὰ ἐπεκταθοῦν εἰς ὅλα τὰ ἐκκρεμῆ ζητήματα, ἐνῷ οἱ ἐκπρόσωποι θὰ ὑποβάλουν ἐκθέσεις πρὸς τὰς κυβερνήσεις των. Ὁ ὑπουργὸς ἐτόνισεν ὅτι ἡ συνεργασία ἀποτελεῖ παράγοντα εἰρήνης καὶ προόδου, καὶ ἐξέφρασε τὴν πεποίθησιν ὅτι θὰ ἐπιτευχθῇ πλήρης συμφωνία. bbox=[910, 912, 1078, 1083]
story-body bbox=[374, 631, 718, 819]
story-headline: ΠΑΡΙΣΙΝΟΝ ΔΙΚΑΣΤΗΡΙΟΝ ΑΠΕΡΡΙΨΕ ΤΗΝ ΠΡΟΣΦΥΓΗΝ ΤΗΣ ΧΗΡΑΣ ΤΟΥ ΒΟΥΛΕΥΤΟΥ ΛΑΜΠΡΑΚΗ ΕΝΑΝΤΙΟΝ ΤΟΥ ΠΑΡΑΓΩΓΟΥ ΤΗΣ ΤΑΙΝΙΑΣ «Ζ» bbox=[1093, 678, 1427, 740]
deck-line: Η κυβέρνησις Νίξον προετοιμάζει bbox=[794, 152, 1017, 205]
story-text: Ἡ κατάστασις ἐξετάζεται ὑπὸ τῶν ἁρμοδίων ὑπηρεσιῶν, αἱ ὁποῖαι θὰ ἀνακοινώσουν τὰς ἀποφάσεις των κατὰ τὰς προσεχεῖς ἡμέρας. Κατὰ τὰς πληροφορίας, αἱ συνομιλίαι θὰ συνεχισθοῦν καὶ θὰ ἐπεκταθοῦν εἰς ὅλα τὰ ἐκκρεμῆ ζητήματα, ἐνῷ οἱ ἐκπρόσωποι θὰ ὑποβάλουν ἐκθέσεις πρὸς τὰς κυβερνήσεις των. Ὁ ὑπουργὸς ἐτόνισεν ὅτι ἡ συνεργασία ἀποτελεῖ παράγοντα εἰρήνης καὶ προόδου, καὶ ἐξέφρασε τὴν πεποίθησιν ὅτι θὰ ἐπιτευχθῇ πλήρης συμφωνία. bbox=[910, 319, 1078, 490]
story-dateline: ΑΘΗΝΑΙ, 30.– Δι' εγκυκλίου του υπουργείου Οικονομικών καθορίζεται πότε εκπίπτεται η ζημία. bbox=[1093, 1315, 1255, 1353]
lead-dateline: ΣΑΪΓΚΟΝ, 30. (Ην. Τύπος). – Κατά τον πρόεδρον Τιέου, η αποφασιστική μάχη διά την νίκην του Βιετνάμ θα δοθή κατά το τέλος του 1972 ή κατά τας αρχάς του 1973, όταν θα τελειώση η αποχώρησις των αμερικανικών στρατευμάτων. bbox=[13, 227, 181, 305]
briefs bbox=[733, 710, 1078, 1753]
lead-subhead: ΕΠΙ ΤΗΣ ΥΠΕΡΘΥΡΙΑ bbox=[214, 217, 336, 230]
column-rule bbox=[1085, 16, 1086, 2090]
story-text: Ἡ κατάστασις ἐξετάζεται ὑπὸ τῶν ἁρμοδίων ὑπηρεσιῶν, αἱ ὁποῖαι θὰ ἀνακοινώσουν τὰς ἀποφάσεις των κατὰ τὰς προσεχεῖς ἡμέρας. Κατὰ τὰς πληροφορίας, αἱ συνομιλίαι θὰ συνεχισθοῦν καὶ θὰ ἐπεκταθοῦν εἰς ὅλα τὰ ἐκκρεμῆ ζητήματα, ἐνῷ οἱ ἐκπρόσωποι θὰ ὑποβάλουν ἐκθέσεις πρὸς τὰς κυβερνήσεις των. Ὁ ὑπουργὸς ἐτόνισεν ὅτι ἡ συνεργασία ἀποτελεῖ παράγοντα εἰρήνης καὶ προόδου, καὶ ἐξέφρασε τὴν πεποίθησιν ὅτι θὰ ἐπιτευχθῇ πλήρης συμφωνία. bbox=[13, 1624, 359, 2178]
story-headline: ΤΙΘΕΝΤΑΙ ΕΙΣ ΕΦΑΡΜΟΓΗΝ ΘΕΤΙΚΑ ΜΕΤΡΑ ΠΡΟΣ ΒΕΛΤΙΩΣΙΝ ΤΗΣ ΠΑΤΑΤΟΠΑΡΑΓΩΓΗΣ bbox=[374, 1136, 718, 1171]
lead-story bbox=[13, 217, 359, 503]
story-dateline: ΛΕΥΚΩΣΙΑ, 30. (Αθην. Πρακτ.).– Ο υπουργός Εξωτερικών της Κύπρου κ. Σπύρος Κυπριανού ανεχώρησε δι' ενημέρωσιν των πρεσβευτών. bbox=[374, 456, 541, 507]
headline-line: ΠΕΡΙ ΑΠΟΚΑΤΑΣΤΑΣΕΩΣ ΣΧΕΣΕΩΝ bbox=[774, 56, 1037, 99]
col1-mid-headline-1: ΣΥΛΛΗΨΕΙΣ ΒΙΕΤ ΚΟΓΚ bbox=[207, 421, 343, 435]
story-dateline: ΚΑΪΡΟΝ, 30. (Ρώυτερ).– Ο Ρώσσος υπουργός Εξωτερικών κ. Γκρομύκο εδήλωσεν ότι η Σοβιετική Ένωσις δεν σκοπεύει να αποκαταστήση σχέσεις με το Ισραήλ. bbox=[733, 270, 901, 334]
story-dateline: ΠΑΡΙΣΙΟΙ, 30. (Ρώυτερ).– Δικαστήριον απέρριψε την προσφυγήν της χήρας του Έλληνος βουλευτού Γρηγορίου Λαμπράκη. bbox=[1093, 751, 1255, 803]
story-subhead: Η ΕΠΙΒΟΛΗ ΦΟΡΟΥ ΕΠΙ ΤΟΥ ΕΙΣΟΔΗΜΑΤΟΣ ΤΩΝ ΜΗΧΑΝΙΚΩΝ bbox=[13, 1860, 181, 1899]
yugoslavia-headline bbox=[374, 1374, 718, 1565]
story-text: Ἡ κατάστασις ἐξετάζεται ὑπὸ τῶν ἁρμοδίων ὑπηρεσιῶν, αἱ ὁποῖαι θὰ ἀνακοινώσουν τὰς ἀποφάσεις των κατὰ τὰς προσεχεῖς ἡμέρας. Κατὰ τὰς πληροφορίας, αἱ συνομιλίαι θὰ συνεχισθοῦν καὶ θὰ ἐπεκταθοῦν εἰς ὅλα τὰ ἐκκρεμῆ ζητήματα, ἐνῷ οἱ ἐκπρόσωποι θὰ ὑποβάλουν ἐκθέσεις πρὸς τὰς κυβερνήσεις των. Ὁ ὑπουργὸς ἐτόνισεν ὅτι ἡ συνεργασία ἀποτελεῖ παράγοντα εἰρήνης καὶ προόδου, καὶ ἐξέφρασε τὴν πεποίθησιν ὅτι θὰ ἐπιτευχθῇ πλήρης συμφωνία. bbox=[374, 876, 718, 968]
story-text: Ἡ κατάστασις ἐξετάζεται ὑπὸ τῶν ἁρμοδίων ὑπηρεσιῶν, αἱ ὁποῖαι θὰ ἀνακοινώσουν τὰς ἀποφάσεις των κατὰ τὰς προσεχεῖς ἡμέρας. Κατὰ τὰς πληροφορίας, αἱ συνομιλίαι θὰ συνεχισθοῦν καὶ θὰ ἐπεκταθοῦν εἰς ὅλα τὰ ἐκκρεμῆ ζητήματα, ἐνῷ οἱ ἐκπρόσωποι θὰ ὑποβάλουν ἐκθέσεις πρὸς τὰς κυβερνήσεις των. Ὁ ὑπουργὸς ἐτόνισεν ὅτι ἡ συνεργασία ἀποτελεῖ παράγοντα εἰρήνης καὶ προόδου, καὶ ἐξέφρασε τὴν πεποίθησιν ὅτι θὰ ἐπιτευχθῇ πλήρης συμφωνία. bbox=[733, 770, 901, 940]
story-text: Ἡ κατάστασις ἐξετάζεται ὑπὸ τῶν ἁρμοδίων ὑπηρεσιῶν, αἱ ὁποῖαι θὰ ἀνακοινώσουν τὰς ἀποφάσεις των κατὰ τὰς προσεχεῖς ἡμέρας. Κατὰ τὰς πληροφορίας, αἱ συνομιλίαι θὰ συνεχισθοῦν καὶ θὰ ἐπεκταθοῦν εἰς ὅλα τὰ ἐκκρεμῆ ζητήματα, ἐνῷ οἱ ἐκπρόσωποι θὰ ὑποβάλουν ἐκθέσεις πρὸς τὰς κυβερνήσεις των. Ὁ ὑπουργὸς ἐτόνισεν ὅτι ἡ συνεργασία ἀποτελεῖ παράγοντα εἰρήνης καὶ προόδου, καὶ ἐξέφρασε τὴν πεποίθησιν ὅτι θὰ ἐπιτευχθῇ πλήρης συμφωνία. bbox=[551, 1171, 718, 1341]
story-text: Ἡ κατάστασις ἐξετάζεται ὑπὸ τῶν ἁρμοδίων ὑπηρεσιῶν, αἱ ὁποῖαι θὰ ἀνακοινώσουν τὰς ἀποφάσεις των κατὰ τὰς προσεχεῖς ἡμέρας. Κατὰ τὰς πληροφορίας, αἱ συνομιλίαι θὰ συνεχισθοῦν καὶ θὰ ἐπεκταθοῦν εἰς ὅλα τὰ ἐκκρεμῆ ζητήματα, ἐνῷ οἱ ἐκπρόσωποι θὰ ὑποβάλουν ἐκθέσεις πρὸς τὰς κυβερνήσεις των. Ὁ ὑπουργὸς ἐτόνισεν ὅτι ἡ συνεργασία ἀποτελεῖ παράγοντα εἰρήνης καὶ προόδου, καὶ ἐξέφρασε τὴν πεποίθησιν ὅτι θὰ ἐπιτευχθῇ πλήρης συμφωνία. bbox=[1093, 17, 1313, 442]
story-headline: ΟΙ ΕΙΣ ΤΟ ΕΞΩΤΕΡΙΚΟΝ ΠΡΕΣΒΕΙΣ ΤΗΣ ΚΥΠΡΟΥ ΕΚΛΗΘΗΣΑΝ ΕΙΣ ΤΗΝ ΛΕΥΚΩΣΙΑΝ ΔΙ' ΕΝΗΜΕΡΩΣΙΝ ΕΠΙ ΤΟΥ ΕΘΝΙΚΟΥ ΘΕΜΑΤΟΣ bbox=[374, 396, 718, 445]
story-subhead: ΣΕΙΡΑ ΠΡΟΤΑΣΕΩΝ ΔΙΑ ΤΗΝ ΔΙΕΥΡΥΝΣΙΝ ΤΩΝ ΕΞΑΓΩΓΩΝ ΜΑΣ bbox=[13, 1629, 181, 1668]
story-dateline: ΑΘΗΝΑΙ, 30.– Εν ολίγοις ως εξής διαμορφώνεται το πρόγραμμα του σεμιναρίου της Εταιρίας Ομηρικών Σπουδών. bbox=[13, 594, 181, 645]
story-body bbox=[1093, 1132, 1427, 1260]
story-subhead: ΝΕΑΙ ΠΡΟΤΑΣΕΙΣ bbox=[944, 295, 1045, 308]
story-text: Ἡ κατάστασις ἐξετάζεται ὑπὸ τῶν ἁρμοδίων ὑπηρεσιῶν, αἱ ὁποῖαι θὰ ἀνακοινώσουν τὰς ἀποφάσεις των κατὰ τὰς προσεχεῖς ἡμέρας. Κατὰ τὰς πληροφορίας, αἱ συνομιλίαι θὰ συνεχισθοῦν καὶ θὰ ἐπεκταθοῦν εἰς ὅλα τὰ ἐκκρεμῆ ζητήματα, ἐνῷ οἱ ἐκπρόσωποι θὰ ὑποβάλουν ἐκθέσεις πρὸς τὰς κυβερνήσεις των. Ὁ ὑπουργὸς ἐτόνισεν ὅτι ἡ συνεργασία ἀποτελεῖ παράγοντα εἰρήνης καὶ προόδου, καὶ ἐξέφρασε τὴν πεποίθησιν ὅτι θὰ ἐπιτευχθῇ πλήρης συμφωνία. bbox=[374, 1711, 541, 1881]
story-body bbox=[1093, 16, 1427, 443]
story-text: Ἡ κατάστασις ἐξετάζεται ὑπὸ τῶν ἁρμοδίων ὑπηρεσιῶν, αἱ ὁποῖαι θὰ ἀνακοινώσουν τὰς ἀποφάσεις των κατὰ τὰς προσεχεῖς ἡμέρας. Κατὰ τὰς πληροφορίας, αἱ συνομιλίαι θὰ συνεχισθοῦν καὶ θὰ ἐπεκταθοῦν εἰς ὅλα τὰ ἐκκρεμῆ ζητήματα, ἐνῷ οἱ ἐκπρόσωποι θὰ ὑποβάλουν ἐκθέσεις πρὸς τὰς κυβερνήσεις των. Ὁ ὑπουργὸς ἐτόνισεν ὅτι ἡ συνεργασία ἀποτελεῖ παράγοντα εἰρήνης καὶ προόδου, καὶ ἐξέφρασε τὴν πεποίθησιν ὅτι θὰ ἐπιτευχθῇ πλήρης συμφωνία. bbox=[191, 644, 359, 814]
gromyko-headline bbox=[733, 16, 1078, 138]
story-text: Ἡ κατάστασις ἐξετάζεται ὑπὸ τῶν ἁρμοδίων ὑπηρεσιῶν, αἱ ὁποῖαι θὰ ἀνακοινώσουν τὰς ἀποφάσεις των κατὰ τὰς προσεχεῖς ἡμέρας. Κατὰ τὰς πληροφορίας, αἱ συνομιλίαι θὰ συνεχισθοῦν καὶ θὰ ἐπεκταθοῦν εἰς ὅλα τὰ ἐκκρεμῆ ζητήματα, ἐνῷ οἱ ἐκπρόσωποι θὰ ὑποβάλουν ἐκθέσεις πρὸς τὰς κυβερνήσεις των. Ὁ ὑπουργὸς ἐτόνισεν ὅτι ἡ συνεργασία ἀποτελεῖ παράγοντα εἰρήνης καὶ προόδου, καὶ ἐξέφρασε τὴν πεποίθησιν ὅτι θὰ ἐπιτευχθῇ πλήρης συμφωνία. bbox=[551, 1766, 718, 1936]
story-dateline: ΣΟΦΙΑ, 30. (Αθην. Πρακτ.).– «Αρχίσαμε με ενθουσιασμό τη συνεργασία με σκοπό να βελτιώσομε τις σχέσεις μας», δήλωσε ο υπουργός των Εξωτερικών. bbox=[374, 173, 541, 237]
story-body bbox=[733, 259, 1078, 701]
story-headline: ΤΟ ΠΑΝΕΛΛΗΝΙΟΝ ΣΥΝΕΔΡΙΟΝ ΜΥΛΕΡΓΑΤΩΝ ΖΗΤΕΙ ΤΗΝ ΕΠΙΛΥΣΙΝ ΠΟΛΛΩΝ ΖΗΤΗΜΑΤΩΝ bbox=[13, 2200, 359, 2255]
story-body bbox=[13, 911, 359, 1263]
story-dateline: ΟΥΑΣΙΓΚΤΩΝ, 30. (Ασσ. Πρές).– Ο προεδρικός σύμβουλος διά τα θέματα εθνικής ασφαλείας κ. Χένρυ Κίσσιγκερ θα επισκεφθή χώρας της Άπω Ασίας. bbox=[1093, 539, 1255, 604]
yugoslavia-deck: Διὰ τὴν ἀσφαλῆ διατήρησιν τῆς ἑνότητος τῆς χώρας bbox=[393, 1570, 699, 1616]
column-3 bbox=[733, 16, 1078, 2090]
story-body bbox=[13, 1624, 359, 2191]
story-text: Ἡ κατάστασις ἐξετάζεται ὑπὸ τῶν ἁρμοδίων ὑπηρεσιῶν, αἱ ὁποῖαι θὰ ἀνακοινώσουν τὰς ἀποφάσεις των κατὰ τὰς προσεχεῖς ἡμέρας. Κατὰ τὰς πληροφορίας, αἱ συνομιλίαι θὰ συνεχισθοῦν καὶ θὰ ἐπεκταθοῦν εἰς ὅλα τὰ ἐκκρεμῆ ζητήματα, ἐνῷ οἱ ἐκπρόσωποι θὰ ὑποβάλουν ἐκθέσεις πρὸς τὰς κυβερνήσεις των. Ὁ ὑπουργὸς ἐτόνισεν ὅτι ἡ συνεργασία ἀποτελεῖ παράγοντα εἰρήνης καὶ προόδου, καὶ ἐξέφρασε τὴν πεποίθησιν ὅτι θὰ ἐπιτευχθῇ πλήρης συμφωνία. bbox=[13, 1395, 181, 1565]
story-text: Ἡ κατάστασις ἐξετάζεται ὑπὸ τῶν ἁρμοδίων ὑπηρεσιῶν, αἱ ὁποῖαι θὰ ἀνακοινώσουν τὰς ἀποφάσεις των κατὰ τὰς προσεχεῖς ἡμέρας. Κατὰ τὰς πληροφορίας, αἱ συνομιλίαι θὰ συνεχισθοῦν καὶ θὰ ἐπεκταθοῦν εἰς ὅλα τὰ ἐκκρεμῆ ζητήματα, ἐνῷ οἱ ἐκπρόσωποι θὰ ὑποβάλουν ἐκθέσεις πρὸς τὰς κυβερνήσεις των. Ὁ ὑπουργὸς ἐτόνισεν ὅτι ἡ συνεργασία ἀποτελεῖ παράγοντα εἰρήνης καὶ προόδου, καὶ ἐξέφρασε τὴν πεποίθησιν ὅτι θὰ ἐπιτευχθῇ πλήρης συμφωνία. bbox=[374, 1182, 541, 1351]
gromyko-deck bbox=[733, 151, 1078, 259]
lead-headline-line: Η ΑΠΟΦΑΣΙΣΤΙΚΗ ΜΑΧΗ ΔΙΑ ΤΟ ΝΟΤ. ΒΙΕΤΝΑΜ bbox=[13, 15, 358, 58]
story-text: Ἡ κατάστασις ἐξετάζεται ὑπὸ τῶν ἁρμοδίων ὑπηρεσιῶν, αἱ ὁποῖαι θὰ ἀνακοινώσουν τὰς ἀποφάσεις των κατὰ τὰς προσεχεῖς ἡμέρας. Κατὰ τὰς πληροφορίας, αἱ συνομιλίαι θὰ συνεχισθοῦν καὶ θὰ ἐπεκταθοῦν εἰς ὅλα τὰ ἐκκρεμῆ ζητήματα, ἐνῷ οἱ ἐκπρόσωποι θὰ ὑποβάλουν ἐκθέσεις πρὸς τὰς κυβερνήσεις των. Ὁ ὑπουργὸς ἐτόνισεν ὅτι ἡ συνεργασία ἀποτελεῖ παράγοντα εἰρήνης καὶ προόδου, καὶ ἐξέφρασε τὴν πεποίθησιν ὅτι θὰ ἐπιτευχθῇ πλήρης συμφωνία. bbox=[374, 642, 541, 812]
story-text: Ἡ κατάστασις ἐξετάζεται ὑπὸ τῶν ἁρμοδίων ὑπηρεσιῶν, αἱ ὁποῖαι θὰ ἀνακοινώσουν τὰς ἀποφάσεις των κατὰ τὰς προσεχεῖς ἡμέρας. Κατὰ τὰς πληροφορίας, αἱ συνομιλίαι θὰ συνεχισθοῦν καὶ θὰ ἐπεκταθοῦν εἰς ὅλα τὰ ἐκκρεμῆ ζητήματα, ἐνῷ οἱ ἐκπρόσωποι θὰ ὑποβάλουν ἐκθέσεις πρὸς τὰς κυβερνήσεις των. Ὁ ὑπουργὸς ἐτόνισεν ὅτι ἡ συνεργασία ἀποτελεῖ παράγοντα εἰρήνης καὶ προόδου, καὶ ἐξέφρασε τὴν πεποίθησιν ὅτι θὰ ἐπιτευχθῇ πλήρης συμφωνία. bbox=[191, 1369, 359, 1540]
column-rule bbox=[725, 16, 726, 2090]
story-text: Ἡ κατάστασις ἐξετάζεται ὑπὸ τῶν ἁρμοδίων ὑπηρεσιῶν, αἱ ὁποῖαι θὰ ἀνακοινώσουν τὰς ἀποφάσεις των κατὰ τὰς προσεχεῖς ἡμέρας. Κατὰ τὰς πληροφορίας, αἱ συνομιλίαι θὰ συνεχισθοῦν καὶ θὰ ἐπεκταθοῦν εἰς ὅλα τὰ ἐκκρεμῆ ζητήματα, ἐνῷ οἱ ἐκπρόσωποι θὰ ὑποβάλουν ἐκθέσεις πρὸς τὰς κυβερνήσεις των. Ὁ ὑπουργὸς ἐτόνισεν ὅτι ἡ συνεργασία ἀποτελεῖ παράγοντα εἰρήνης καὶ προόδου, καὶ ἐξέφρασε τὴν πεποίθησιν ὅτι θὰ ἐπιτευχθῇ πλήρης συμφωνία. bbox=[13, 912, 359, 1254]
headline-line: συνομιλίαι bbox=[457, 50, 635, 87]
story-text: Ἡ κατάστασις ἐξετάζεται ὑπὸ τῶν ἁρμοδίων ὑπηρεσιῶν, αἱ ὁποῖαι θὰ ἀνακοινώσουν τὰς ἀποφάσεις των κατὰ τὰς προσεχεῖς ἡμέρας. Κατὰ τὰς πληροφορίας, αἱ συνομιλίαι θὰ συνεχισθοῦν καὶ θὰ ἐπεκταθοῦν εἰς ὅλα τὰ ἐκκρεμῆ ζητήματα, ἐνῷ οἱ ἐκπρόσωποι θὰ ὑποβάλουν ἐκθέσεις πρὸς τὰς κυβερνήσεις των. Ὁ ὑπουργὸς ἐτόνισεν ὅτι ἡ συνεργασία ἀποτελεῖ παράγοντα εἰρήνης καὶ προόδου, καὶ ἐξέφρασε τὴν πεποίθησιν ὅτι θὰ ἐπιτευχθῇ πλήρης συμφωνία. bbox=[910, 524, 1078, 695]
story-headline: Ο ΚΙΣΣΙΓΚΕΡ ΘΑ ΕΠΙΣΚΕΦΘΗ ΧΩΡΑΣ ΤΗΣ ΑΠΩ ΑΣΙΑΣ ΚΑΙ ΕΝ ΣΥΝΕΧΕΙΑ ΘΑ ΕΝΗΜΕΡΩΣΗ ΤΟΝ ΝΙΞΟΝ ΕΠΙ ΤΗΣ ΚΑΤΑΣΤΑΣΕΩΣ ΕΙΣ ΤΗΝ ΠΕΡΙΟΧΗΝ ΙΝΔΟΚΙΝΑΣ bbox=[1093, 452, 1427, 528]
headline-line: ἤρχισαν εἰς Σόφιαν bbox=[389, 85, 703, 122]
story-body bbox=[374, 876, 718, 972]
story-text: Ἡ κατάστασις ἐξετάζεται ὑπὸ τῶν ἁρμοδίων ὑπηρεσιῶν, αἱ ὁποῖαι θὰ ἀνακοινώσουν τὰς ἀποφάσεις των κατὰ τὰς προσεχεῖς ἡμέρας. Κατὰ τὰς πληροφορίας, αἱ συνομιλίαι θὰ συνεχισθοῦν καὶ θὰ ἐπεκταθοῦν εἰς ὅλα τὰ ἐκκρεμῆ ζητήματα, ἐνῷ οἱ ἐκπρόσωποι θὰ ὑποβάλουν ἐκθέσεις πρὸς τὰς κυβερνήσεις των. Ὁ ὑπουργὸς ἐτόνισεν ὅτι ἡ συνεργασία ἀποτελεῖ παράγοντα εἰρήνης καὶ προόδου, καὶ ἐξέφρασε τὴν πεποίθησιν ὅτι θὰ ἐπιτευχθῇ πλήρης συμφωνία. bbox=[191, 1802, 359, 1972]
story-subhead: ΦΟΝΙΚΗ ΣΥΓΚΡΟΥΣΙΣ bbox=[1283, 1513, 1410, 1527]
story-body bbox=[1093, 740, 1427, 875]
lead-body: Ἡ κατάστασις ἐξετάζεται ὑπὸ τῶν ἁρμοδίων ὑπηρεσιῶν, αἱ ὁποῖαι θὰ ἀνακοινώσουν τὰς ἀποφάσεις των κατὰ τὰς προσεχεῖς ἡμέρας. Κατὰ τὰς πληροφορίας, αἱ συνομιλίαι θὰ συνεχισθοῦν καὶ θὰ ἐπεκταθοῦν εἰς ὅλα τὰ ἐκκρεμῆ ζητήματα, ἐνῷ οἱ ἐκπρόσωποι θὰ ὑποβάλουν ἐκθέσεις πρὸς τὰς κυβερνήσεις των. Ὁ ὑπουργὸς ἐτόνισεν ὅτι ἡ συνεργασία ἀποτελεῖ παράγοντα εἰρήνης καὶ προόδου, καὶ ἐξέφρασε τὴν πεποίθησιν ὅτι θὰ ἐπιτευχθῇ πλήρης συμφωνία. bbox=[13, 317, 181, 488]
story-text: Ἡ κατάστασις ἐξετάζεται ὑπὸ τῶν ἁρμοδίων ὑπηρεσιῶν, αἱ ὁποῖαι θὰ ἀνακοινώσουν τὰς ἀποφάσεις των κατὰ τὰς προσεχεῖς ἡμέρας. Κατὰ τὰς πληροφορίας, αἱ συνομιλίαι θὰ συνεχισθοῦν καὶ θὰ ἐπεκταθοῦν εἰς ὅλα τὰ ἐκκρεμῆ ζητήματα, ἐνῷ οἱ ἐκπρόσωποι θὰ ὑποβάλουν ἐκθέσεις πρὸς τὰς κυβερνήσεις των. Ὁ ὑπουργὸς ἐτόνισεν ὅτι ἡ συνεργασία ἀποτελεῖ παράγοντα εἰρήνης καὶ προόδου, καὶ ἐξέφρασε τὴν πεποίθησιν ὅτι θὰ ἐπιτευχθῇ πλήρης συμφωνία. bbox=[13, 657, 181, 828]
story-text: Ἡ κατάστασις ἐξετάζεται ὑπὸ τῶν ἁρμοδίων ὑπηρεσιῶν, αἱ ὁποῖαι θὰ ἀνακοινώσουν τὰς ἀποφάσεις των κατὰ τὰς προσεχεῖς ἡμέρας. Κατὰ τὰς πληροφορίας, αἱ συνομιλίαι θὰ συνεχισθοῦν καὶ θὰ ἐπεκταθοῦν εἰς ὅλα τὰ ἐκκρεμῆ ζητήματα, ἐνῷ οἱ ἐκπρόσωποι θὰ ὑποβάλουν ἐκθέσεις πρὸς τὰς κυβερνήσεις των. Ὁ ὑπουργὸς ἐτόνισεν ὅτι ἡ συνεργασία ἀποτελεῖ παράγοντα εἰρήνης καὶ προόδου, καὶ ἐξέφρασε τὴν πεποίθησιν ὅτι θὰ ἐπιτευχθῇ πλήρης συμφωνία. bbox=[733, 1239, 901, 1409]
